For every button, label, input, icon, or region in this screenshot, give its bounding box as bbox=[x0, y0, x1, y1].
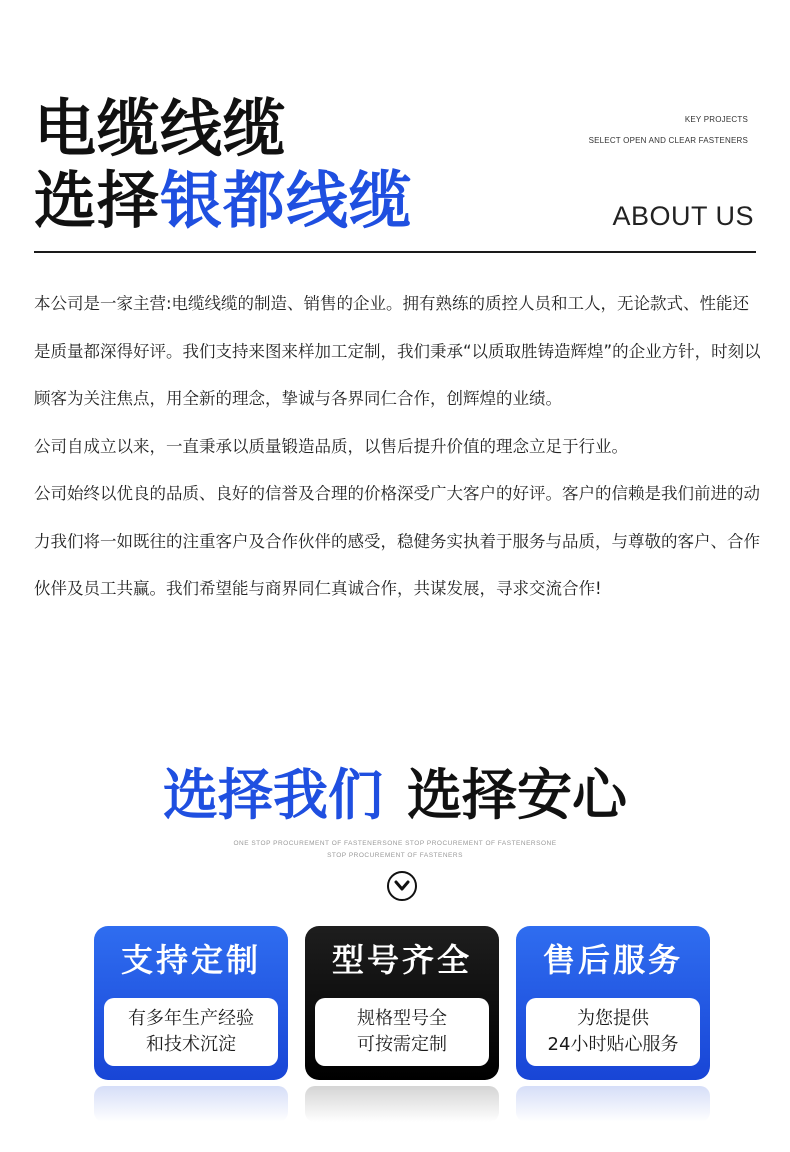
about-us-heading: ABOUT US bbox=[612, 201, 754, 231]
key-tagline-label: SELECT OPEN AND CLEAR FASTENERS bbox=[588, 136, 748, 145]
feature-card-title: 支持定制 bbox=[120, 941, 261, 979]
card-reflection bbox=[516, 1086, 710, 1122]
intro-paragraph: 公司始终以优良的品质、良好的信誉及合理的价格深受广大客户的好评。客户的信赖是我们前进的动力我们将一如既往的注重客户及合作伙伴的感受，稳健务实执着于服务与品质，与尊敬的客户、合作伙伴及员工共赢。我们希望能与商界同仁真诚合作，共谋发展，寻求交流合作! bbox=[34, 484, 760, 598]
feature-card-title: 型号齐全 bbox=[331, 941, 472, 979]
header-divider bbox=[34, 251, 756, 253]
chevron-down-circle-icon bbox=[387, 871, 417, 901]
feature-card-line: 和技术沉淀 bbox=[146, 1034, 236, 1055]
slogan-subtext-1: ONE STOP PROCUREMENT OF FASTENERSONE STOP PROCUREMENT OF FASTENERSONE bbox=[233, 840, 557, 847]
key-projects-label: KEY PROJECTS bbox=[684, 115, 748, 124]
slogan-part2: 选择安心 bbox=[407, 763, 628, 827]
intro-text bbox=[34, 280, 764, 613]
feature-card-body bbox=[104, 998, 278, 1066]
slogan-heading bbox=[0, 763, 790, 827]
chevron-down-icon bbox=[394, 880, 410, 892]
card-reflection bbox=[94, 1086, 288, 1122]
intro-paragraph: 本公司是一家主营:电缆线缆的制造、销售的企业。拥有熟练的质控人员和工人，无论款式、性能还是质量都深得好评。我们支持来图来样加工定制，我们秉承“以质取胜铸造辉煌”的企业方针，时刻以顾客为关注焦点，用全新的理念，挚诚与各界同仁合作，创辉煌的业绩。 bbox=[34, 294, 761, 408]
feature-card-title: 售后服务 bbox=[542, 941, 683, 979]
feature-card-line: 24小时贴心服务 bbox=[547, 1034, 679, 1055]
feature-card-line: 规格型号全 bbox=[357, 1008, 447, 1029]
hero-title-line1: 电缆线缆 bbox=[34, 92, 287, 165]
feature-card-line: 可按需定制 bbox=[357, 1034, 447, 1055]
feature-card-customization bbox=[94, 926, 288, 1080]
feature-card-line: 有多年生产经验 bbox=[128, 1008, 254, 1029]
feature-card-line: 为您提供 bbox=[577, 1008, 649, 1029]
hero-title-black: 选择 bbox=[34, 164, 161, 237]
card-reflection bbox=[305, 1086, 499, 1122]
hero-title-line2 bbox=[34, 164, 413, 237]
feature-card-body bbox=[315, 998, 489, 1066]
slogan-part1: 选择我们 bbox=[162, 763, 383, 827]
hero-title-blue: 银都线缆 bbox=[160, 164, 413, 237]
intro-paragraph: 公司自成立以来，一直秉承以质量锻造品质，以售后提升价值的理念立足于行业。 bbox=[34, 436, 628, 456]
feature-card-aftersales bbox=[516, 926, 710, 1080]
feature-card-body bbox=[526, 998, 700, 1066]
slogan-subtext-2: STOP PROCUREMENT OF FASTENERS bbox=[327, 852, 463, 859]
feature-card-models bbox=[305, 926, 499, 1080]
